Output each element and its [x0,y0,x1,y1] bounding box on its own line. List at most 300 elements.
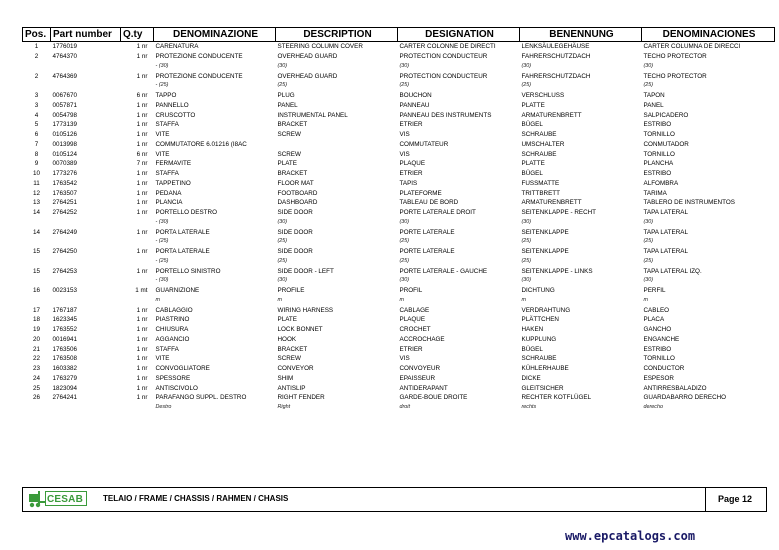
cell-denominaciones: ENGANCHE [643,335,680,343]
cell-designation: ANTIDERAPANT [399,384,448,392]
cell-qty: 1 nr [136,374,148,382]
cell-denominazione: ANTISCIVOLO [155,384,198,392]
footer-section-title: TELAIO / FRAME / CHASSIS / RAHMEN / CHASIS [103,494,289,503]
cell-designation: ETRIER [399,121,423,129]
cell-pos: 17 [32,306,40,314]
cell-description: SCREW [277,355,301,363]
cell-pos: 14 [32,228,40,236]
cell-denominaciones: TARIMA [643,189,667,197]
cell-part-number: 1763542 [52,179,78,187]
cell-denominaciones: TAPON [643,92,665,100]
cell-pos [23,237,51,247]
cell-qty: 1 nr [136,140,148,148]
cell-description: ANTISLIP [277,384,306,392]
cell-denominazione: - (30) [155,62,169,69]
cell-denominaciones: ESTRIBO [643,170,672,178]
cell-designation: TABLEAU DE BORD [399,199,459,207]
cell-pos [23,257,51,267]
cell-designation: ACCROCHAGE [399,335,445,343]
table-row [23,198,775,208]
cell-pos: 10 [32,170,40,178]
cell-designation: (25) [399,257,410,264]
cell-denominazione: COMMUTATORE 6.01216 (I8AC [155,140,247,148]
cell-part-number: 2764251 [52,199,78,207]
cell-description: SIDE DOOR [277,248,313,256]
cell-denominaciones: m [643,296,648,303]
cell-benennung: UMSCHALTER [521,140,565,148]
cell-description: PLATE [277,160,297,168]
cell-denominazione: TAPPO [155,92,177,100]
header-denominazione: DENOMINAZIONE [154,28,276,42]
cell-part-number: 1763552 [52,326,78,334]
cell-pos [23,81,51,91]
cell-benennung: SCHRAUBE [521,150,557,158]
table-row [23,354,775,364]
cell-qty [121,62,154,72]
table-row [23,110,775,120]
cell-part-number: 1603382 [52,365,78,373]
cell-designation: CABLAGE [399,306,430,314]
cell-denominaciones: derecho [643,404,663,411]
cell-part-number: 0016941 [52,335,78,343]
cell-description: BRACKET [277,170,308,178]
cell-qty: 1 nr [136,53,148,61]
cell-designation: (30) [399,218,410,225]
cell-benennung: VERSCHLUSS [521,92,565,100]
cell-qty: 1 nr [136,189,148,197]
cell-denominazione: - (25) [155,82,169,89]
cell-denominazione: STAFFA [155,345,179,353]
cell-qty [121,403,154,413]
cell-denominazione: VITE [155,131,170,139]
table-row [23,52,775,62]
cell-denominaciones: CONMUTADOR [643,140,689,148]
cell-benennung: BÜGEL [521,345,543,353]
cell-benennung: SEITENKLAPPE [521,228,569,236]
table-row [23,91,775,101]
cell-denominazione: GUARNIZIONE [155,287,200,295]
cell-benennung: FUSSMATTE [521,179,560,187]
cell-benennung: (25) [521,82,532,89]
cell-denominaciones: CONDUCTOR [643,365,685,373]
cell-denominaciones: ANTIRRESBALADIZO [643,384,707,392]
cell-description: (25) [277,238,288,245]
cell-description: OVERHEAD GUARD [277,53,338,61]
cell-denominaciones: GANCHO [643,326,672,334]
table-row [23,149,775,159]
cell-benennung: FAHRERSCHUTZDACH [521,53,591,61]
table-note-row [23,237,775,247]
cell-designation: PORTE LATERALE [399,228,455,236]
cell-denominaciones: (30) [643,62,654,69]
cell-benennung: SEITENKLAPPE - LINKS [521,267,593,275]
table-row [23,120,775,130]
cell-qty: 1 nr [136,345,148,353]
cell-denominaciones: TABLERO DE INSTRUMENTOS [643,199,735,207]
cell-denominazione: CHIUSURA [155,326,189,334]
cell-description: OVERHEAD GUARD [277,72,338,80]
cell-pos: 5 [34,121,39,129]
cell-denominazione: STAFFA [155,121,179,129]
parts-table [22,27,775,413]
cell-pos: 24 [32,374,40,382]
table-row [23,393,775,403]
cell-description: PLATE [277,316,297,324]
cell-pos: 8 [34,150,39,158]
cell-description: m [277,296,282,303]
cell-description: Right [277,404,291,411]
cell-designation: (25) [399,82,410,89]
cell-benennung: PLATTE [521,160,545,168]
cell-benennung: BÜGEL [521,170,543,178]
table-row [23,159,775,169]
cell-denominazione: PROTEZIONE CONDUCENTE [155,72,243,80]
cell-part-number: 1763508 [52,355,78,363]
cell-qty: 7 nr [136,160,148,168]
cell-description: FOOTBOARD [277,189,318,197]
table-row [23,286,775,296]
cell-pos: 11 [33,179,40,187]
cell-denominaciones: PLANCHA [643,160,674,168]
cell-denominaciones: (25) [643,257,654,264]
cell-qty [121,276,154,286]
cell-designation: (25) [399,238,410,245]
table-row [23,374,775,384]
table-header-row [23,28,775,42]
cell-part-number: 1763507 [52,189,78,197]
cell-designation: ETRIER [399,170,423,178]
table-row [23,266,775,276]
cell-benennung: VERDRAHTUNG [521,306,571,314]
cell-qty: 1 nr [136,111,148,119]
cell-part-number: 0105124 [52,150,78,158]
cell-benennung: SCHRAUBE [521,355,557,363]
cell-pos [23,218,51,228]
cell-part-number: 0067670 [52,92,78,100]
table-row [23,227,775,237]
cell-denominaciones: (25) [643,82,654,89]
cell-pos: 12 [32,189,40,197]
cell-qty: 1 nr [136,248,148,256]
cell-designation: BOUCHON [399,92,432,100]
cell-qty: 1 nr [136,355,148,363]
cell-pos: 26 [32,394,40,402]
cell-description [276,140,398,150]
table-row [23,208,775,218]
cell-benennung: KUPPLUNG [521,335,557,343]
cell-pos: 14 [32,209,40,217]
cell-pos: 4 [34,111,39,119]
cell-designation: PROTECTION CONDUCTEUR [399,53,488,61]
cell-denominaciones: TAPA LATERAL [643,209,688,217]
cell-benennung: TRITTBRETT [521,189,560,197]
cell-qty [121,296,154,306]
table-row [23,335,775,345]
cell-pos: 9 [34,160,39,168]
cell-denominazione: PANNELLO [155,101,189,109]
cell-description: LOCK BONNET [277,326,323,334]
cell-pos: 25 [32,384,40,392]
cell-designation: m [399,296,404,303]
cell-denominaciones: ESTRIBO [643,345,672,353]
cell-qty [121,257,154,267]
cell-description: CONVEYOR [277,365,314,373]
cell-benennung: (30) [521,277,532,284]
cell-denominazione: PORTA LATERALE [155,248,210,256]
header-denominaciones: DENOMINACIONES [642,28,775,42]
cell-part-number: 0105126 [52,131,78,139]
cell-designation: PLAQUE [399,316,426,324]
cell-denominazione: PROTEZIONE CONDUCENTE [155,53,243,61]
cell-pos: 3 [34,101,39,109]
table-row [23,364,775,374]
cell-pos: 15 [32,267,40,275]
cell-denominazione: CARENATURA [155,43,199,51]
cell-denominaciones: TORNILLO [643,131,675,139]
table-row [23,344,775,354]
cell-description: INSTRUMENTAL PANEL [277,111,348,119]
cell-denominaciones: TAPA LATERAL [643,228,688,236]
cell-pos: 2 [34,72,39,80]
cell-designation: PLATEFORME [399,189,442,197]
cell-denominaciones: TORNILLO [643,355,675,363]
cell-denominaciones: ALFOMBRA [643,179,679,187]
cell-qty: 1 nr [136,267,148,275]
table-row [23,101,775,111]
footer-divider [705,488,706,511]
cell-designation: PANNEAU DES INSTRUMENTS [399,111,492,119]
cell-part-number: 2764249 [52,228,78,236]
cell-designation: VIS [399,150,410,158]
cell-denominaciones: CABLEO [643,306,670,314]
cell-denominazione: AGGANCIO [155,335,190,343]
cell-denominazione: PORTELLO SINISTRO [155,267,221,275]
cell-qty: 1 nr [136,209,148,217]
cell-pos: 3 [34,92,39,100]
cell-denominaciones: (30) [643,218,654,225]
cell-designation: PROTECTION CONDUCTEUR [399,72,488,80]
table-note-row [23,62,775,72]
cell-denominaciones: TECHO PROTECTOR [643,53,707,61]
cell-description: WIRING HARNESS [277,306,334,314]
cell-part-number: 0057871 [52,101,78,109]
cell-denominaciones: GUARDABARRO DERECHO [643,394,727,402]
table-note-row [23,276,775,286]
cell-description: BRACKET [277,345,308,353]
cell-pos: 22 [32,355,40,363]
cell-benennung: BÜGEL [521,121,543,129]
cell-denominaciones: ESPESOR [643,374,674,382]
table-row [23,71,775,81]
cell-designation: TAPIS [399,179,418,187]
cell-part-number: 1773276 [52,170,78,178]
cell-denominazione: VITE [155,150,170,158]
cell-part-number: 4764370 [52,53,78,61]
cell-pos: 23 [32,365,40,373]
cell-benennung: m [521,296,526,303]
table-row [23,169,775,179]
cell-description: PLUG [277,92,295,100]
cell-pos [23,276,51,286]
cell-denominaciones: (30) [643,277,654,284]
table-row [23,188,775,198]
cell-description: SCREW [277,131,301,139]
cell-description: (30) [277,277,288,284]
cell-pos: 2 [34,53,39,61]
cell-denominazione: CABLAGGIO [155,306,193,314]
cell-designation: VIS [399,355,410,363]
cell-denominazione: CONVOGLIATORE [155,365,210,373]
cell-designation: PLAQUE [399,160,426,168]
cell-qty: 1 nr [136,335,148,343]
cell-designation: CARTER COLONNE DE DIRECTI [399,43,496,51]
cell-denominaciones: SALPICADERO [643,111,689,119]
cell-benennung: LENKSÄULEGEHÄUSE [521,43,590,51]
cell-pos [23,296,51,306]
cell-designation: VIS [399,131,410,139]
cell-denominaciones: PANEL [643,101,664,109]
page-footer [22,487,767,512]
cell-pos: 20 [32,335,40,343]
cell-denominazione: - (25) [155,238,169,245]
cell-benennung: ARMATURENBRETT [521,199,582,207]
cell-benennung: DICHTUNG [521,287,555,295]
watermark-link[interactable]: www.epcatalogs.com [565,529,696,543]
cell-denominazione: PLANCIA [155,199,183,207]
cell-benennung: DICKE [521,374,541,382]
cell-denominazione: PARAFANGO SUPPL. DESTRO [155,394,247,402]
header-designation: DESIGNATION [398,28,520,42]
cell-qty: 1 nr [136,326,148,334]
cell-part-number: 1823094 [52,384,78,392]
cell-description: PROFILE [277,287,305,295]
cell-description: (25) [277,82,288,89]
cell-qty: 1 nr [136,72,148,80]
cell-description: DASHBOARD [277,199,318,207]
cell-denominazione: CRUSCOTTO [155,111,196,119]
cell-description: PANEL [277,101,298,109]
cell-benennung: ARMATURENBRETT [521,111,582,119]
cell-part-number: 2764241 [52,394,78,402]
cell-qty: 1 nr [136,228,148,236]
cell-part-number: 2764253 [52,267,78,275]
cell-benennung: HAKEN [521,326,544,334]
cell-benennung: SCHRAUBE [521,131,557,139]
parts-sheet [22,27,772,413]
cesab-logo [27,489,89,509]
cell-denominaciones: TORNILLO [643,150,675,158]
cell-part-number: 2764252 [52,209,78,217]
cell-part-number: 0023153 [52,287,78,295]
cell-pos [23,403,51,413]
cell-pos: 1 [34,43,39,51]
cell-benennung: rechts [521,404,537,411]
header-description: DESCRIPTION [276,28,398,42]
cell-benennung: KÜHLERHAUBE [521,365,569,373]
cell-denominaciones: PLACA [643,316,665,324]
cell-description: (30) [277,62,288,69]
cell-benennung: GLEITSICHER [521,384,564,392]
cell-part-number: 1763506 [52,345,78,353]
table-note-row [23,296,775,306]
cell-denominazione: - (30) [155,218,169,225]
cell-benennung: RECHTER KOTFLÜGEL [521,394,592,402]
table-note-row [23,218,775,228]
cell-denominazione: PEDANA [155,189,182,197]
cell-designation: (30) [399,62,410,69]
cell-description: SHIM [277,374,294,382]
cell-qty: 6 nr [136,92,148,100]
cell-part-number: 1776019 [52,43,78,51]
header-part-number: Part number [51,28,121,42]
cell-qty: 6 nr [136,150,148,158]
table-row [23,130,775,140]
cell-part-number: 1763279 [52,374,78,382]
table-row [23,325,775,335]
cell-denominazione: FERMAVITE [155,160,192,168]
cell-qty: 1 nr [136,384,148,392]
cell-denominazione: VITE [155,355,170,363]
cell-denominaciones: PERFIL [643,287,666,295]
cell-part-number [51,257,121,267]
cell-part-number: 1767187 [52,306,78,314]
cell-description: SIDE DOOR [277,228,313,236]
cell-denominaciones: CARTER COLUMNA DE DIRECCI [643,43,741,51]
cell-qty: 1 nr [136,170,148,178]
cell-benennung: FAHRERSCHUTZDACH [521,72,591,80]
cell-designation: COMMUTATEUR [399,140,449,148]
cell-part-number: 0070389 [52,160,78,168]
cell-designation: GARDE-BOUE DROITE [399,394,468,402]
cell-part-number [51,403,121,413]
cell-part-number: 0013998 [52,140,78,148]
cell-part-number [51,296,121,306]
cell-denominazione: PORTA LATERALE [155,228,210,236]
cell-benennung: SEITENKLAPPE - RECHT [521,209,597,217]
cell-denominaciones: ESTRIBO [643,121,672,129]
cell-benennung: PLÄTTCHEN [521,316,559,324]
table-row [23,140,775,150]
table-row [23,179,775,189]
cell-qty: 1 nr [136,121,148,129]
logo-text: CESAB [47,494,84,505]
cell-benennung: (25) [521,257,532,264]
cell-benennung: (30) [521,218,532,225]
cell-qty: 1 nr [136,179,148,187]
cell-denominaciones: (25) [643,238,654,245]
header-qty: Q.ty [121,28,154,42]
cell-pos: 19 [32,326,40,334]
table-note-row [23,403,775,413]
header-pos: Pos. [23,28,51,42]
cell-pos: 6 [34,131,39,139]
cell-designation: CONVOYEUR [399,365,441,373]
cell-description: SCREW [277,150,301,158]
cell-part-number: 1623345 [52,316,78,324]
cell-pos: 18 [32,316,40,324]
parts-table-body [23,42,775,413]
cell-denominazione: - (30) [155,277,169,284]
cell-designation: PANNEAU [399,101,430,109]
cell-designation: PORTE LATERALE - GAUCHE [399,267,488,275]
cell-denominaciones: TECHO PROTECTOR [643,72,707,80]
cell-denominazione: m [155,296,160,303]
cell-qty: 1 nr [136,316,148,324]
table-row [23,247,775,257]
cell-qty: 1 nr [136,365,148,373]
cell-qty: 1 nr [136,43,148,51]
cell-qty [121,81,154,91]
